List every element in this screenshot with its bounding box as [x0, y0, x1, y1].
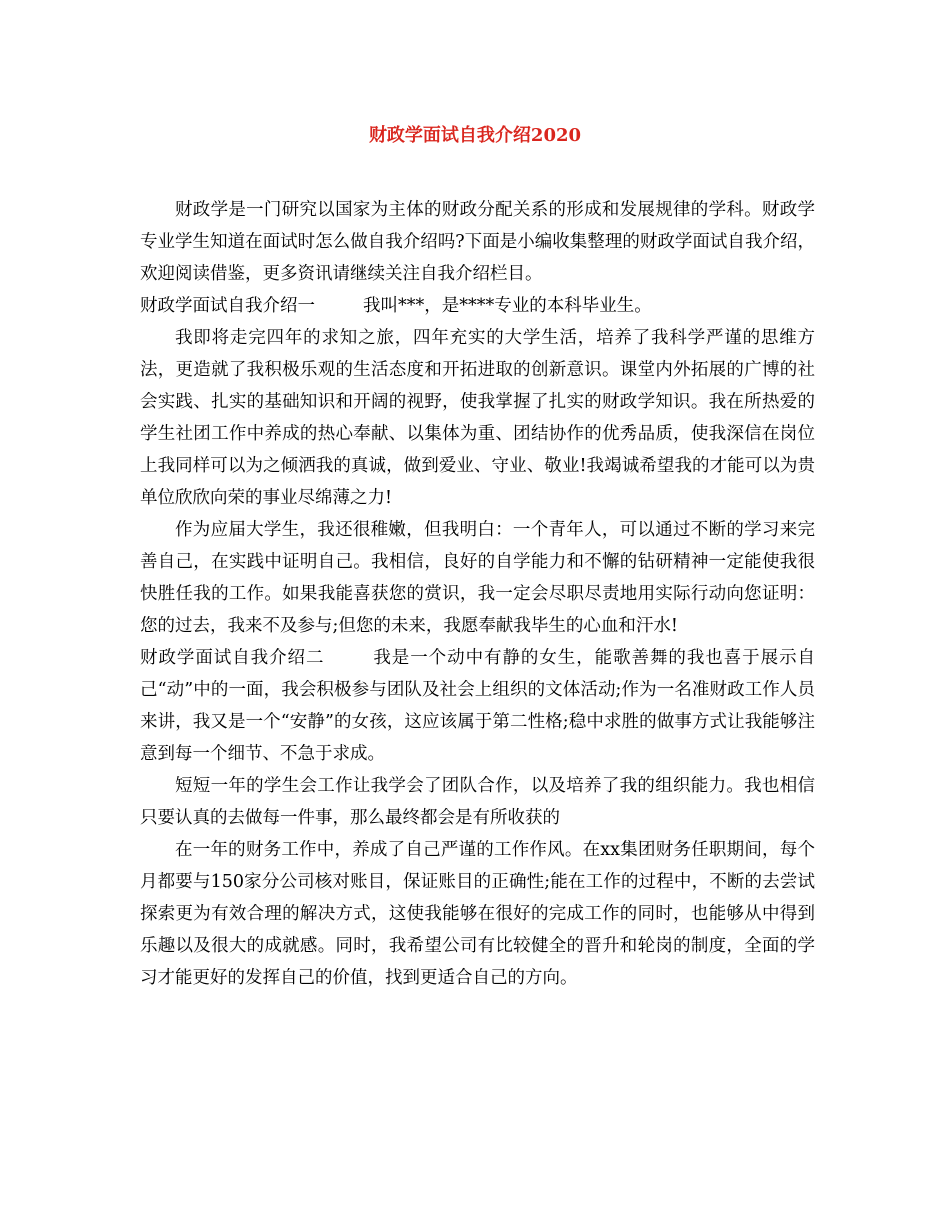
- document-title: 财政学面试自我介绍2020: [368, 125, 582, 146]
- document-body: [140, 194, 815, 994]
- section-heading-two: [140, 642, 815, 770]
- section-heading-one: [140, 290, 815, 322]
- paragraph: 作为应届大学生，我还很稚嫩，但我明白：一个青年人，可以通过不断的学习来完善自己，在实践中证明自己。我相信，良好的自学能力和不懈的钻研精神一定能使我很快胜任我的工作。如果我能喜获您的赏识，我一定会尽职尽责地用实际行动向您证明：您的过去，我来不及参与;但您的未来，我愿奉献我毕生的心血和汗水!: [140, 520, 815, 636]
- section-label: 财政学面试自我介绍二: [140, 648, 325, 668]
- section-text: 我是一个动中有静的女生，能歌善舞的我也喜于展示自己“动”中的一面，我会积极参与团队及社会上组织的文体活动;作为一名准财政工作人员来讲，我又是一个“安静”的女孩，这应该属于第二性格;稳中求胜的做事方式让我能够注意到每一个细节、不急于求成。: [140, 648, 816, 764]
- section-text: 我叫***，是****专业的本科毕业生。: [363, 296, 652, 316]
- paragraph: 我即将走完四年的求知之旅，四年充实的大学生活，培养了我科学严谨的思维方法，更造就了我积极乐观的生活态度和开拓进取的创新意识。课堂内外拓展的广博的社会实践、扎实的基础知识和开阔的视野，使我掌握了扎实的财政学知识。我在所热爱的学生社团工作中养成的热心奉献、以集体为重、团结协作的优秀品质，使我深信在岗位上我同样可以为之倾洒我的真诚，做到爱业、守业、敬业!我竭诚希望我的才能可以为贵单位欣欣向荣的事业尽绵薄之力!: [140, 328, 815, 508]
- paragraph: 在一年的财务工作中，养成了自己严谨的工作作风。在xx集团财务任职期间，每个月都要与150家分公司核对账目，保证账目的正确性;能在工作的过程中，不断的去尝试探索更为有效合理的解决方式，这使我能够在很好的完成工作的同时，也能够从中得到乐趣以及很大的成就感。同时，我希望公司有比较健全的晋升和轮岗的制度，全面的学习才能更好的发挥自己的价值，找到更适合自己的方向。: [140, 840, 815, 988]
- paragraph: 短短一年的学生会工作让我学会了团队合作，以及培养了我的组织能力。我也相信只要认真的去做每一件事，那么最终都会是有所收获的: [140, 776, 815, 828]
- intro-paragraph: 财政学是一门研究以国家为主体的财政分配关系的形成和发展规律的学科。财政学专业学生知道在面试时怎么做自我介绍吗?下面是小编收集整理的财政学面试自我介绍，欢迎阅读借鉴，更多资讯请继续关注自我介绍栏目。: [140, 200, 815, 284]
- section-label: 财政学面试自我介绍一: [140, 296, 315, 316]
